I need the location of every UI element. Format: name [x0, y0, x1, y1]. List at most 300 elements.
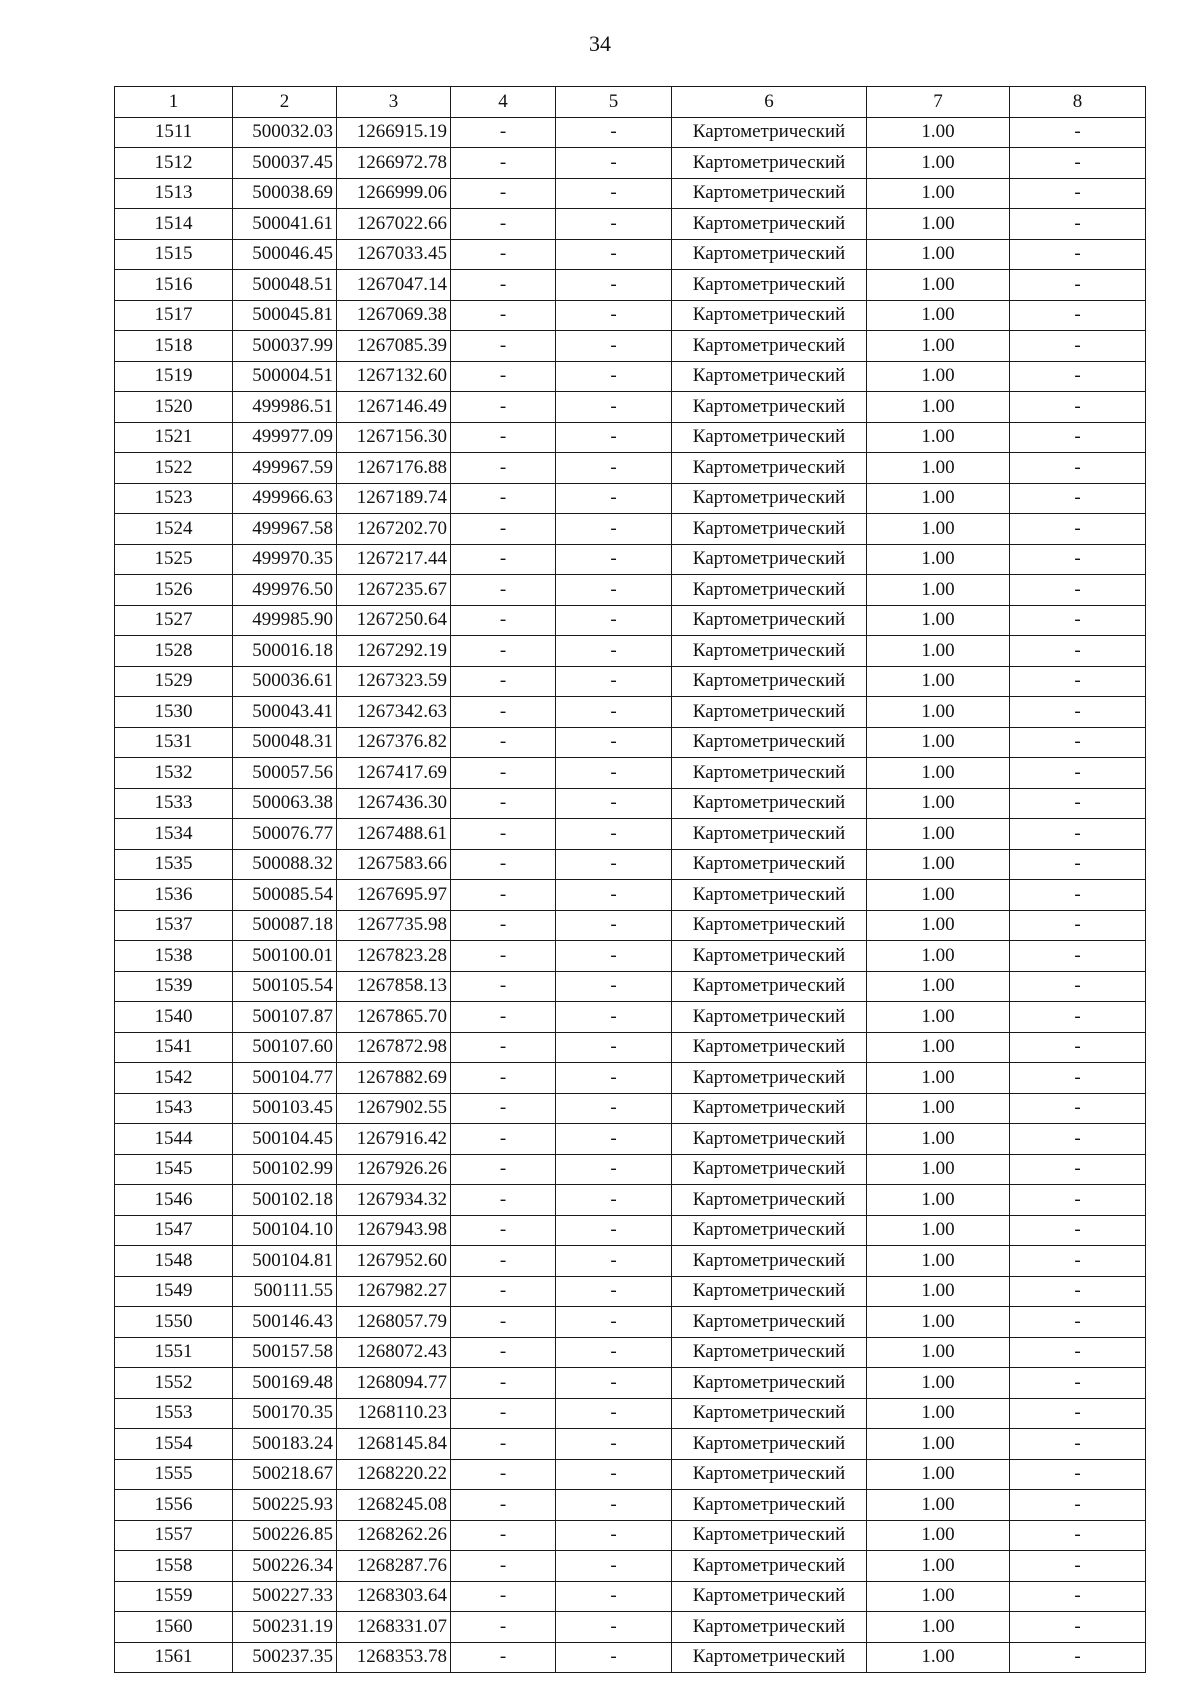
cell-accuracy: 1.00 [867, 1398, 1010, 1429]
cell-col-8: - [1010, 117, 1146, 148]
cell-method: Картометрический [672, 361, 867, 392]
table-row [115, 575, 1146, 606]
cell-coord-x: 500169.48 [233, 1368, 337, 1399]
cell-accuracy: 1.00 [867, 300, 1010, 331]
cell-method: Картометрический [672, 941, 867, 972]
cell-col-5: - [556, 1337, 672, 1368]
cell-col-8: - [1010, 666, 1146, 697]
cell-method: Картометрический [672, 1581, 867, 1612]
cell-accuracy: 1.00 [867, 971, 1010, 1002]
cell-col-4: - [451, 1337, 556, 1368]
cell-accuracy: 1.00 [867, 331, 1010, 362]
column-header-col-8: 8 [1010, 87, 1146, 118]
cell-accuracy: 1.00 [867, 727, 1010, 758]
cell-col-4: - [451, 1581, 556, 1612]
cell-coord-x: 500043.41 [233, 697, 337, 728]
cell-accuracy: 1.00 [867, 361, 1010, 392]
cell-col-4: - [451, 727, 556, 758]
cell-accuracy: 1.00 [867, 544, 1010, 575]
cell-method: Картометрический [672, 666, 867, 697]
cell-col-4: - [451, 483, 556, 514]
cell-method: Картометрический [672, 1246, 867, 1277]
table-row [115, 758, 1146, 789]
cell-col-4: - [451, 1276, 556, 1307]
cell-accuracy: 1.00 [867, 1459, 1010, 1490]
cell-accuracy: 1.00 [867, 1124, 1010, 1155]
cell-accuracy: 1.00 [867, 1490, 1010, 1521]
cell-coord-y: 1267342.63 [337, 697, 451, 728]
cell-point-number: 1545 [115, 1154, 233, 1185]
cell-accuracy: 1.00 [867, 666, 1010, 697]
cell-col-8: - [1010, 178, 1146, 209]
cell-point-number: 1513 [115, 178, 233, 209]
cell-col-5: - [556, 1215, 672, 1246]
cell-col-8: - [1010, 575, 1146, 606]
cell-coord-y: 1268245.08 [337, 1490, 451, 1521]
cell-accuracy: 1.00 [867, 788, 1010, 819]
cell-coord-y: 1267235.67 [337, 575, 451, 606]
cell-accuracy: 1.00 [867, 1551, 1010, 1582]
cell-coord-y: 1267902.55 [337, 1093, 451, 1124]
table-row [115, 1398, 1146, 1429]
cell-point-number: 1523 [115, 483, 233, 514]
cell-col-4: - [451, 1429, 556, 1460]
cell-method: Картометрический [672, 1063, 867, 1094]
cell-point-number: 1537 [115, 910, 233, 941]
cell-coord-x: 500041.61 [233, 209, 337, 240]
cell-col-4: - [451, 1368, 556, 1399]
cell-point-number: 1524 [115, 514, 233, 545]
cell-col-4: - [451, 605, 556, 636]
cell-col-4: - [451, 1154, 556, 1185]
cell-point-number: 1521 [115, 422, 233, 453]
cell-col-5: - [556, 1459, 672, 1490]
table-row [115, 849, 1146, 880]
cell-coord-y: 1267132.60 [337, 361, 451, 392]
cell-coord-y: 1267583.66 [337, 849, 451, 880]
cell-method: Картометрический [672, 1429, 867, 1460]
cell-col-5: - [556, 117, 672, 148]
cell-col-4: - [451, 331, 556, 362]
cell-coord-x: 500057.56 [233, 758, 337, 789]
cell-method: Картометрический [672, 636, 867, 667]
cell-col-8: - [1010, 1215, 1146, 1246]
cell-point-number: 1517 [115, 300, 233, 331]
cell-point-number: 1535 [115, 849, 233, 880]
cell-point-number: 1538 [115, 941, 233, 972]
cell-method: Картометрический [672, 727, 867, 758]
cell-point-number: 1552 [115, 1368, 233, 1399]
cell-method: Картометрический [672, 788, 867, 819]
table-row [115, 819, 1146, 850]
cell-coord-y: 1267069.38 [337, 300, 451, 331]
cell-col-8: - [1010, 849, 1146, 880]
cell-accuracy: 1.00 [867, 849, 1010, 880]
cell-coord-x: 500104.45 [233, 1124, 337, 1155]
cell-col-8: - [1010, 239, 1146, 270]
cell-point-number: 1548 [115, 1246, 233, 1277]
cell-col-4: - [451, 117, 556, 148]
table-row [115, 1337, 1146, 1368]
cell-col-5: - [556, 1002, 672, 1033]
cell-col-5: - [556, 1032, 672, 1063]
coordinates-table [114, 86, 1146, 1673]
cell-coord-x: 500076.77 [233, 819, 337, 850]
cell-method: Картометрический [672, 544, 867, 575]
cell-coord-y: 1266915.19 [337, 117, 451, 148]
table-row [115, 1307, 1146, 1338]
cell-point-number: 1532 [115, 758, 233, 789]
cell-coord-y: 1267189.74 [337, 483, 451, 514]
cell-method: Картометрический [672, 239, 867, 270]
cell-accuracy: 1.00 [867, 880, 1010, 911]
cell-col-5: - [556, 453, 672, 484]
cell-coord-y: 1267292.19 [337, 636, 451, 667]
cell-point-number: 1560 [115, 1612, 233, 1643]
cell-col-4: - [451, 758, 556, 789]
cell-col-4: - [451, 971, 556, 1002]
cell-col-5: - [556, 392, 672, 423]
cell-accuracy: 1.00 [867, 1185, 1010, 1216]
header-row [115, 87, 1146, 118]
cell-col-8: - [1010, 544, 1146, 575]
cell-col-4: - [451, 1490, 556, 1521]
cell-coord-x: 500104.81 [233, 1246, 337, 1277]
cell-col-5: - [556, 1307, 672, 1338]
cell-col-8: - [1010, 1520, 1146, 1551]
column-header-col-4: 4 [451, 87, 556, 118]
cell-accuracy: 1.00 [867, 1215, 1010, 1246]
cell-coord-y: 1267982.27 [337, 1276, 451, 1307]
table-row [115, 880, 1146, 911]
cell-accuracy: 1.00 [867, 1307, 1010, 1338]
cell-accuracy: 1.00 [867, 209, 1010, 240]
table-row [115, 1063, 1146, 1094]
cell-accuracy: 1.00 [867, 483, 1010, 514]
cell-coord-y: 1267250.64 [337, 605, 451, 636]
cell-col-5: - [556, 1276, 672, 1307]
cell-coord-y: 1267488.61 [337, 819, 451, 850]
table-row [115, 422, 1146, 453]
cell-coord-y: 1268303.64 [337, 1581, 451, 1612]
cell-col-5: - [556, 1185, 672, 1216]
cell-col-8: - [1010, 483, 1146, 514]
cell-col-5: - [556, 514, 672, 545]
cell-method: Картометрический [672, 1124, 867, 1155]
cell-col-5: - [556, 880, 672, 911]
table-row [115, 361, 1146, 392]
cell-coord-y: 1268331.07 [337, 1612, 451, 1643]
cell-coord-x: 500037.99 [233, 331, 337, 362]
cell-coord-y: 1267323.59 [337, 666, 451, 697]
cell-col-4: - [451, 422, 556, 453]
cell-coord-x: 500218.67 [233, 1459, 337, 1490]
cell-method: Картометрический [672, 1215, 867, 1246]
cell-col-4: - [451, 1612, 556, 1643]
cell-col-8: - [1010, 1307, 1146, 1338]
cell-col-5: - [556, 910, 672, 941]
table-row [115, 1246, 1146, 1277]
cell-coord-y: 1267047.14 [337, 270, 451, 301]
cell-col-5: - [556, 544, 672, 575]
cell-col-4: - [451, 1642, 556, 1673]
cell-col-4: - [451, 1520, 556, 1551]
cell-col-8: - [1010, 1581, 1146, 1612]
cell-method: Картометрический [672, 819, 867, 850]
cell-accuracy: 1.00 [867, 605, 1010, 636]
cell-point-number: 1539 [115, 971, 233, 1002]
cell-point-number: 1534 [115, 819, 233, 850]
cell-col-8: - [1010, 1642, 1146, 1673]
cell-accuracy: 1.00 [867, 514, 1010, 545]
cell-col-5: - [556, 666, 672, 697]
column-header-coord-y: 3 [337, 87, 451, 118]
cell-col-4: - [451, 453, 556, 484]
cell-col-4: - [451, 1063, 556, 1094]
cell-col-5: - [556, 1063, 672, 1094]
cell-method: Картометрический [672, 148, 867, 179]
cell-col-5: - [556, 1551, 672, 1582]
cell-method: Картометрический [672, 1032, 867, 1063]
cell-col-4: - [451, 849, 556, 880]
cell-accuracy: 1.00 [867, 117, 1010, 148]
cell-accuracy: 1.00 [867, 1154, 1010, 1185]
cell-point-number: 1511 [115, 117, 233, 148]
cell-coord-y: 1267033.45 [337, 239, 451, 270]
cell-point-number: 1526 [115, 575, 233, 606]
cell-coord-x: 500038.69 [233, 178, 337, 209]
table-row [115, 1002, 1146, 1033]
cell-col-4: - [451, 1398, 556, 1429]
cell-col-8: - [1010, 1398, 1146, 1429]
table-row [115, 1520, 1146, 1551]
cell-point-number: 1518 [115, 331, 233, 362]
cell-coord-x: 500226.85 [233, 1520, 337, 1551]
cell-coord-y: 1267146.49 [337, 392, 451, 423]
cell-point-number: 1536 [115, 880, 233, 911]
cell-point-number: 1555 [115, 1459, 233, 1490]
cell-col-4: - [451, 300, 556, 331]
cell-coord-x: 499985.90 [233, 605, 337, 636]
cell-accuracy: 1.00 [867, 1612, 1010, 1643]
table-row [115, 1368, 1146, 1399]
cell-method: Картометрический [672, 1398, 867, 1429]
cell-coord-x: 500103.45 [233, 1093, 337, 1124]
cell-coord-y: 1267858.13 [337, 971, 451, 1002]
cell-method: Картометрический [672, 1307, 867, 1338]
cell-col-4: - [451, 270, 556, 301]
table-row [115, 514, 1146, 545]
cell-coord-x: 500157.58 [233, 1337, 337, 1368]
cell-col-5: - [556, 788, 672, 819]
cell-coord-y: 1266972.78 [337, 148, 451, 179]
cell-coord-x: 500004.51 [233, 361, 337, 392]
table-row [115, 239, 1146, 270]
table-row [115, 1185, 1146, 1216]
cell-col-8: - [1010, 1093, 1146, 1124]
cell-coord-y: 1267156.30 [337, 422, 451, 453]
cell-coord-x: 500102.99 [233, 1154, 337, 1185]
cell-col-4: - [451, 1124, 556, 1155]
table-row [115, 270, 1146, 301]
cell-coord-x: 500088.32 [233, 849, 337, 880]
cell-col-4: - [451, 575, 556, 606]
cell-method: Картометрический [672, 1642, 867, 1673]
cell-col-5: - [556, 300, 672, 331]
cell-col-8: - [1010, 270, 1146, 301]
cell-accuracy: 1.00 [867, 1520, 1010, 1551]
cell-col-4: - [451, 1459, 556, 1490]
cell-col-5: - [556, 1581, 672, 1612]
cell-point-number: 1522 [115, 453, 233, 484]
cell-point-number: 1546 [115, 1185, 233, 1216]
cell-coord-y: 1268262.26 [337, 1520, 451, 1551]
cell-coord-y: 1268057.79 [337, 1307, 451, 1338]
cell-coord-y: 1267085.39 [337, 331, 451, 362]
cell-point-number: 1515 [115, 239, 233, 270]
cell-coord-x: 500102.18 [233, 1185, 337, 1216]
cell-col-8: - [1010, 392, 1146, 423]
cell-coord-x: 499967.59 [233, 453, 337, 484]
cell-coord-y: 1267202.70 [337, 514, 451, 545]
cell-point-number: 1543 [115, 1093, 233, 1124]
table-row [115, 1276, 1146, 1307]
cell-col-4: - [451, 1002, 556, 1033]
cell-coord-y: 1266999.06 [337, 178, 451, 209]
column-header-col-5: 5 [556, 87, 672, 118]
cell-col-8: - [1010, 1490, 1146, 1521]
cell-coord-x: 500146.43 [233, 1307, 337, 1338]
cell-method: Картометрический [672, 849, 867, 880]
cell-coord-y: 1267926.26 [337, 1154, 451, 1185]
cell-accuracy: 1.00 [867, 1429, 1010, 1460]
page-number: 34 [589, 31, 611, 56]
cell-coord-y: 1267695.97 [337, 880, 451, 911]
cell-col-8: - [1010, 910, 1146, 941]
table-row [115, 1093, 1146, 1124]
cell-coord-x: 500048.31 [233, 727, 337, 758]
cell-col-5: - [556, 1429, 672, 1460]
cell-coord-x: 500048.51 [233, 270, 337, 301]
cell-coord-y: 1268287.76 [337, 1551, 451, 1582]
cell-point-number: 1520 [115, 392, 233, 423]
cell-accuracy: 1.00 [867, 941, 1010, 972]
cell-col-8: - [1010, 209, 1146, 240]
cell-coord-x: 499970.35 [233, 544, 337, 575]
cell-col-8: - [1010, 819, 1146, 850]
cell-coord-x: 500237.35 [233, 1642, 337, 1673]
cell-col-8: - [1010, 1032, 1146, 1063]
cell-accuracy: 1.00 [867, 1581, 1010, 1612]
cell-point-number: 1540 [115, 1002, 233, 1033]
cell-point-number: 1512 [115, 148, 233, 179]
cell-col-8: - [1010, 1612, 1146, 1643]
cell-point-number: 1531 [115, 727, 233, 758]
cell-col-8: - [1010, 1002, 1146, 1033]
cell-accuracy: 1.00 [867, 148, 1010, 179]
cell-col-5: - [556, 941, 672, 972]
cell-method: Картометрический [672, 880, 867, 911]
cell-coord-y: 1267735.98 [337, 910, 451, 941]
cell-coord-y: 1267436.30 [337, 788, 451, 819]
cell-coord-y: 1267865.70 [337, 1002, 451, 1033]
cell-col-5: - [556, 1642, 672, 1673]
cell-accuracy: 1.00 [867, 1093, 1010, 1124]
cell-method: Картометрический [672, 758, 867, 789]
cell-coord-x: 500170.35 [233, 1398, 337, 1429]
cell-col-8: - [1010, 148, 1146, 179]
cell-point-number: 1559 [115, 1581, 233, 1612]
cell-col-5: - [556, 178, 672, 209]
cell-col-4: - [451, 910, 556, 941]
table-row [115, 209, 1146, 240]
cell-point-number: 1558 [115, 1551, 233, 1582]
cell-method: Картометрический [672, 910, 867, 941]
cell-col-8: - [1010, 788, 1146, 819]
cell-coord-y: 1267872.98 [337, 1032, 451, 1063]
cell-col-4: - [451, 788, 556, 819]
cell-col-5: - [556, 1093, 672, 1124]
cell-col-8: - [1010, 331, 1146, 362]
cell-col-8: - [1010, 1337, 1146, 1368]
table-row [115, 148, 1146, 179]
cell-col-4: - [451, 1215, 556, 1246]
cell-accuracy: 1.00 [867, 270, 1010, 301]
table-row [115, 1612, 1146, 1643]
cell-col-4: - [451, 697, 556, 728]
cell-point-number: 1527 [115, 605, 233, 636]
cell-col-8: - [1010, 300, 1146, 331]
cell-coord-y: 1268145.84 [337, 1429, 451, 1460]
cell-col-8: - [1010, 1063, 1146, 1094]
cell-col-8: - [1010, 1276, 1146, 1307]
cell-accuracy: 1.00 [867, 1337, 1010, 1368]
cell-col-8: - [1010, 1459, 1146, 1490]
cell-point-number: 1525 [115, 544, 233, 575]
cell-coord-y: 1267916.42 [337, 1124, 451, 1155]
cell-col-8: - [1010, 1551, 1146, 1582]
cell-col-8: - [1010, 1368, 1146, 1399]
cell-col-5: - [556, 605, 672, 636]
table-row [115, 636, 1146, 667]
cell-col-4: - [451, 941, 556, 972]
cell-col-4: - [451, 361, 556, 392]
cell-col-5: - [556, 819, 672, 850]
cell-coord-x: 500111.55 [233, 1276, 337, 1307]
table-row [115, 392, 1146, 423]
cell-method: Картометрический [672, 1459, 867, 1490]
table-row [115, 300, 1146, 331]
table-row [115, 453, 1146, 484]
cell-col-5: - [556, 1520, 672, 1551]
cell-col-8: - [1010, 758, 1146, 789]
cell-method: Картометрический [672, 1154, 867, 1185]
cell-coord-y: 1267176.88 [337, 453, 451, 484]
table-row [115, 1215, 1146, 1246]
cell-coord-x: 500107.60 [233, 1032, 337, 1063]
cell-point-number: 1547 [115, 1215, 233, 1246]
cell-method: Картометрический [672, 422, 867, 453]
cell-coord-x: 500226.34 [233, 1551, 337, 1582]
cell-col-4: - [451, 666, 556, 697]
cell-method: Картометрический [672, 1551, 867, 1582]
cell-col-4: - [451, 148, 556, 179]
table-row [115, 697, 1146, 728]
cell-coord-x: 500046.45 [233, 239, 337, 270]
cell-col-4: - [451, 1246, 556, 1277]
cell-point-number: 1533 [115, 788, 233, 819]
cell-method: Картометрический [672, 483, 867, 514]
